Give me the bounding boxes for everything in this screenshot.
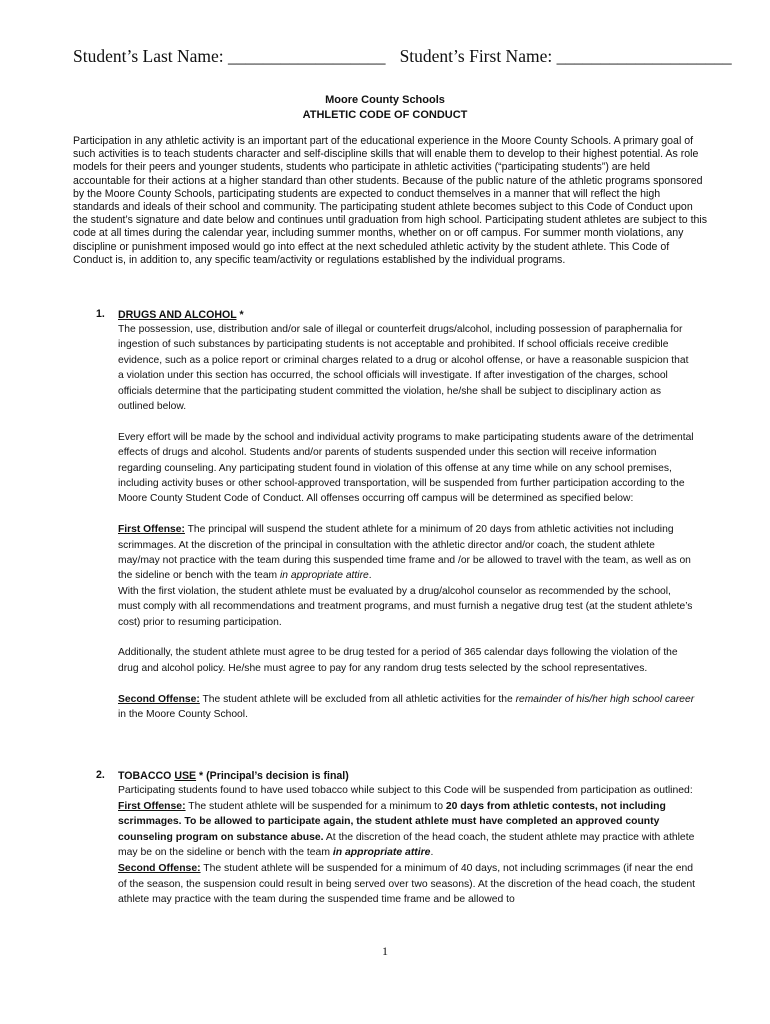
section-number: 2. xyxy=(96,769,105,781)
intro-paragraph xyxy=(73,135,708,267)
first-offense-evaluation: With the first violation, the student athlete must be evaluated by a drug/alcohol counselor as recommended by the school, must comply with all recommendations and treatment programs, and must furnish a negative drug test (at the student athlete’s cost) prior to resuming participation. xyxy=(118,585,693,628)
additionally-paragraph: Additionally, the student athlete must agree to be drug tested for a period of 365 calendar days following the violation of the drug and alcohol policy. He/she must agree to pay for any random drug tests selected by the school representatives. xyxy=(118,647,678,674)
first-offense-bolditalic: in appropriate attire xyxy=(332,847,431,859)
intro-text: Participation in any athletic activity is an important part of the educational experience in the Moore County Schools. A primary goal of such activities is to teach students character and self-discipline skills that will enable them to develop to their highest potential. As role models for their peers and younger students, students who participate in athletic activities (“participating students”) are held accountable for their actions at a higher standard than other students. Because of the public nature of the athletic programs sponsored by the Moore County Schools, participating students are expected to conduct themselves in a manner that will reflect the high standards and ideals of their school and community. The participating student athlete becomes subject to this Code of Conduct upon the student’s signature and date below and continues until graduation from high school. Participating student athletes are subject to this code at all times during the calendar year, including summer months, whether on or off campus. For summer month violations, any discipline or punishment imposed would go into effect at the next scheduled athletic activity by the student athlete. This Code of Conduct is, in addition to, any specific team/activity or regulations established by the individual programs. xyxy=(73,135,708,266)
second-offense-text: The student athlete will be suspended for a minimum of 40 days, not including scrimmages (if near the end of the season, the suspension could result in being served over two seasons). At the discretion of the head coach, the student athlete may practice with the team during the suspended time frame and be allowed to xyxy=(118,862,696,906)
section-title-post: * (Principal’s decision is final) xyxy=(196,770,349,782)
section-paragraph: Every effort will be made by the school and individual activity programs to make participating students aware of the detrimental effects of drugs and alcohol. Students and/or parents of students suspended under this section will receive information regarding counseling. Any participating student found in violation of this offense at any time while on any school premises, including activity buses or other school-approved transportation, will be suspended from further participation according to the Moore County Student Code of Conduct. All offenses occurring off campus will be determined as specified below: xyxy=(118,431,694,505)
first-name-field[interactable]: Student’s First Name: ____________________ xyxy=(399,46,732,66)
section-heading xyxy=(118,308,696,322)
page-number: 1 xyxy=(382,944,388,958)
first-offense-end: . xyxy=(430,847,434,859)
second-offense-paragraph xyxy=(118,692,696,723)
section-body xyxy=(118,783,696,908)
second-offense-end: in the Moore County School. xyxy=(118,709,248,721)
section-paragraph: The possession, use, distribution and/or sale of illegal or counterfeit drugs/alcohol, including possession of paraphernalia for ingestion of such substances by participating students is not acceptable and prohibited. If school officials receive credible evidence, such as a police report or criminal charges related to a drug or alcohol offense, or have a reasonable suspicion that a violation under this section has occurred, the school officials will investigate. If after investigation of the charges, school officials determine that the participating student committed the violation, he/she shall be subject to disciplinary action as outlined below. xyxy=(118,324,689,413)
section-title-suffix: * xyxy=(236,309,244,321)
second-offense-paragraph xyxy=(118,861,696,908)
first-offense-text: The principal will suspend the student athlete for a minimum of 20 days from athletic activities not including scrimmages. At the discretion of the principal in consultation with the athletic director and/or coach, the student athlete may/may not practice with the team during this suspended time frame and /or be allowed to travel with the team, as well as on the sideline or bench with the team xyxy=(118,524,691,582)
first-offense-paragraph xyxy=(118,799,696,861)
second-offense-label: Second Offense: xyxy=(118,693,200,705)
first-offense-label: First Offense: xyxy=(118,800,186,812)
second-offense-text: The student athlete will be excluded from all athletic activities for the xyxy=(199,693,516,705)
first-offense-paragraph xyxy=(118,522,696,584)
second-offense-label: Second Offense: xyxy=(118,862,201,874)
section-title-pre: TOBACCO xyxy=(118,770,175,782)
second-offense-italic: remainder of his/her high school career xyxy=(515,693,695,705)
section-title-use: USE xyxy=(174,770,197,782)
first-offense-bold: 20 days from athletic contests, not including scrimmages. To be allowed to participate again, the student athlete must have completed an approved county counseling program on substance abuse. xyxy=(118,800,666,843)
section-title: DRUGS AND ALCOHOL xyxy=(118,309,237,321)
student-name-fields xyxy=(73,46,732,67)
section-body xyxy=(118,322,696,723)
section-drugs-alcohol xyxy=(96,308,696,723)
section-heading xyxy=(118,769,696,783)
organization-title: Moore County Schools xyxy=(325,94,445,106)
last-name-field[interactable]: Student’s Last Name: __________________ xyxy=(73,46,386,66)
document-titles xyxy=(0,93,770,123)
section-tobacco-use xyxy=(96,769,696,908)
first-offense-end: . xyxy=(368,570,372,582)
section-paragraph: Participating students found to have used tobacco while subject to this Code will be suspended from participation as outlined: xyxy=(118,785,693,796)
first-offense-label: First Offense: xyxy=(118,524,185,536)
first-offense-text2: At the discretion of the head coach, the student athlete may practice with athlete may be on the sideline or bench with the team xyxy=(118,831,695,859)
first-offense-text: The student athlete will be suspended for a minimum to xyxy=(185,800,446,812)
first-offense-italic: in appropriate attire xyxy=(280,570,369,582)
document-title: ATHLETIC CODE OF CONDUCT xyxy=(302,109,468,121)
section-number: 1. xyxy=(96,308,105,320)
